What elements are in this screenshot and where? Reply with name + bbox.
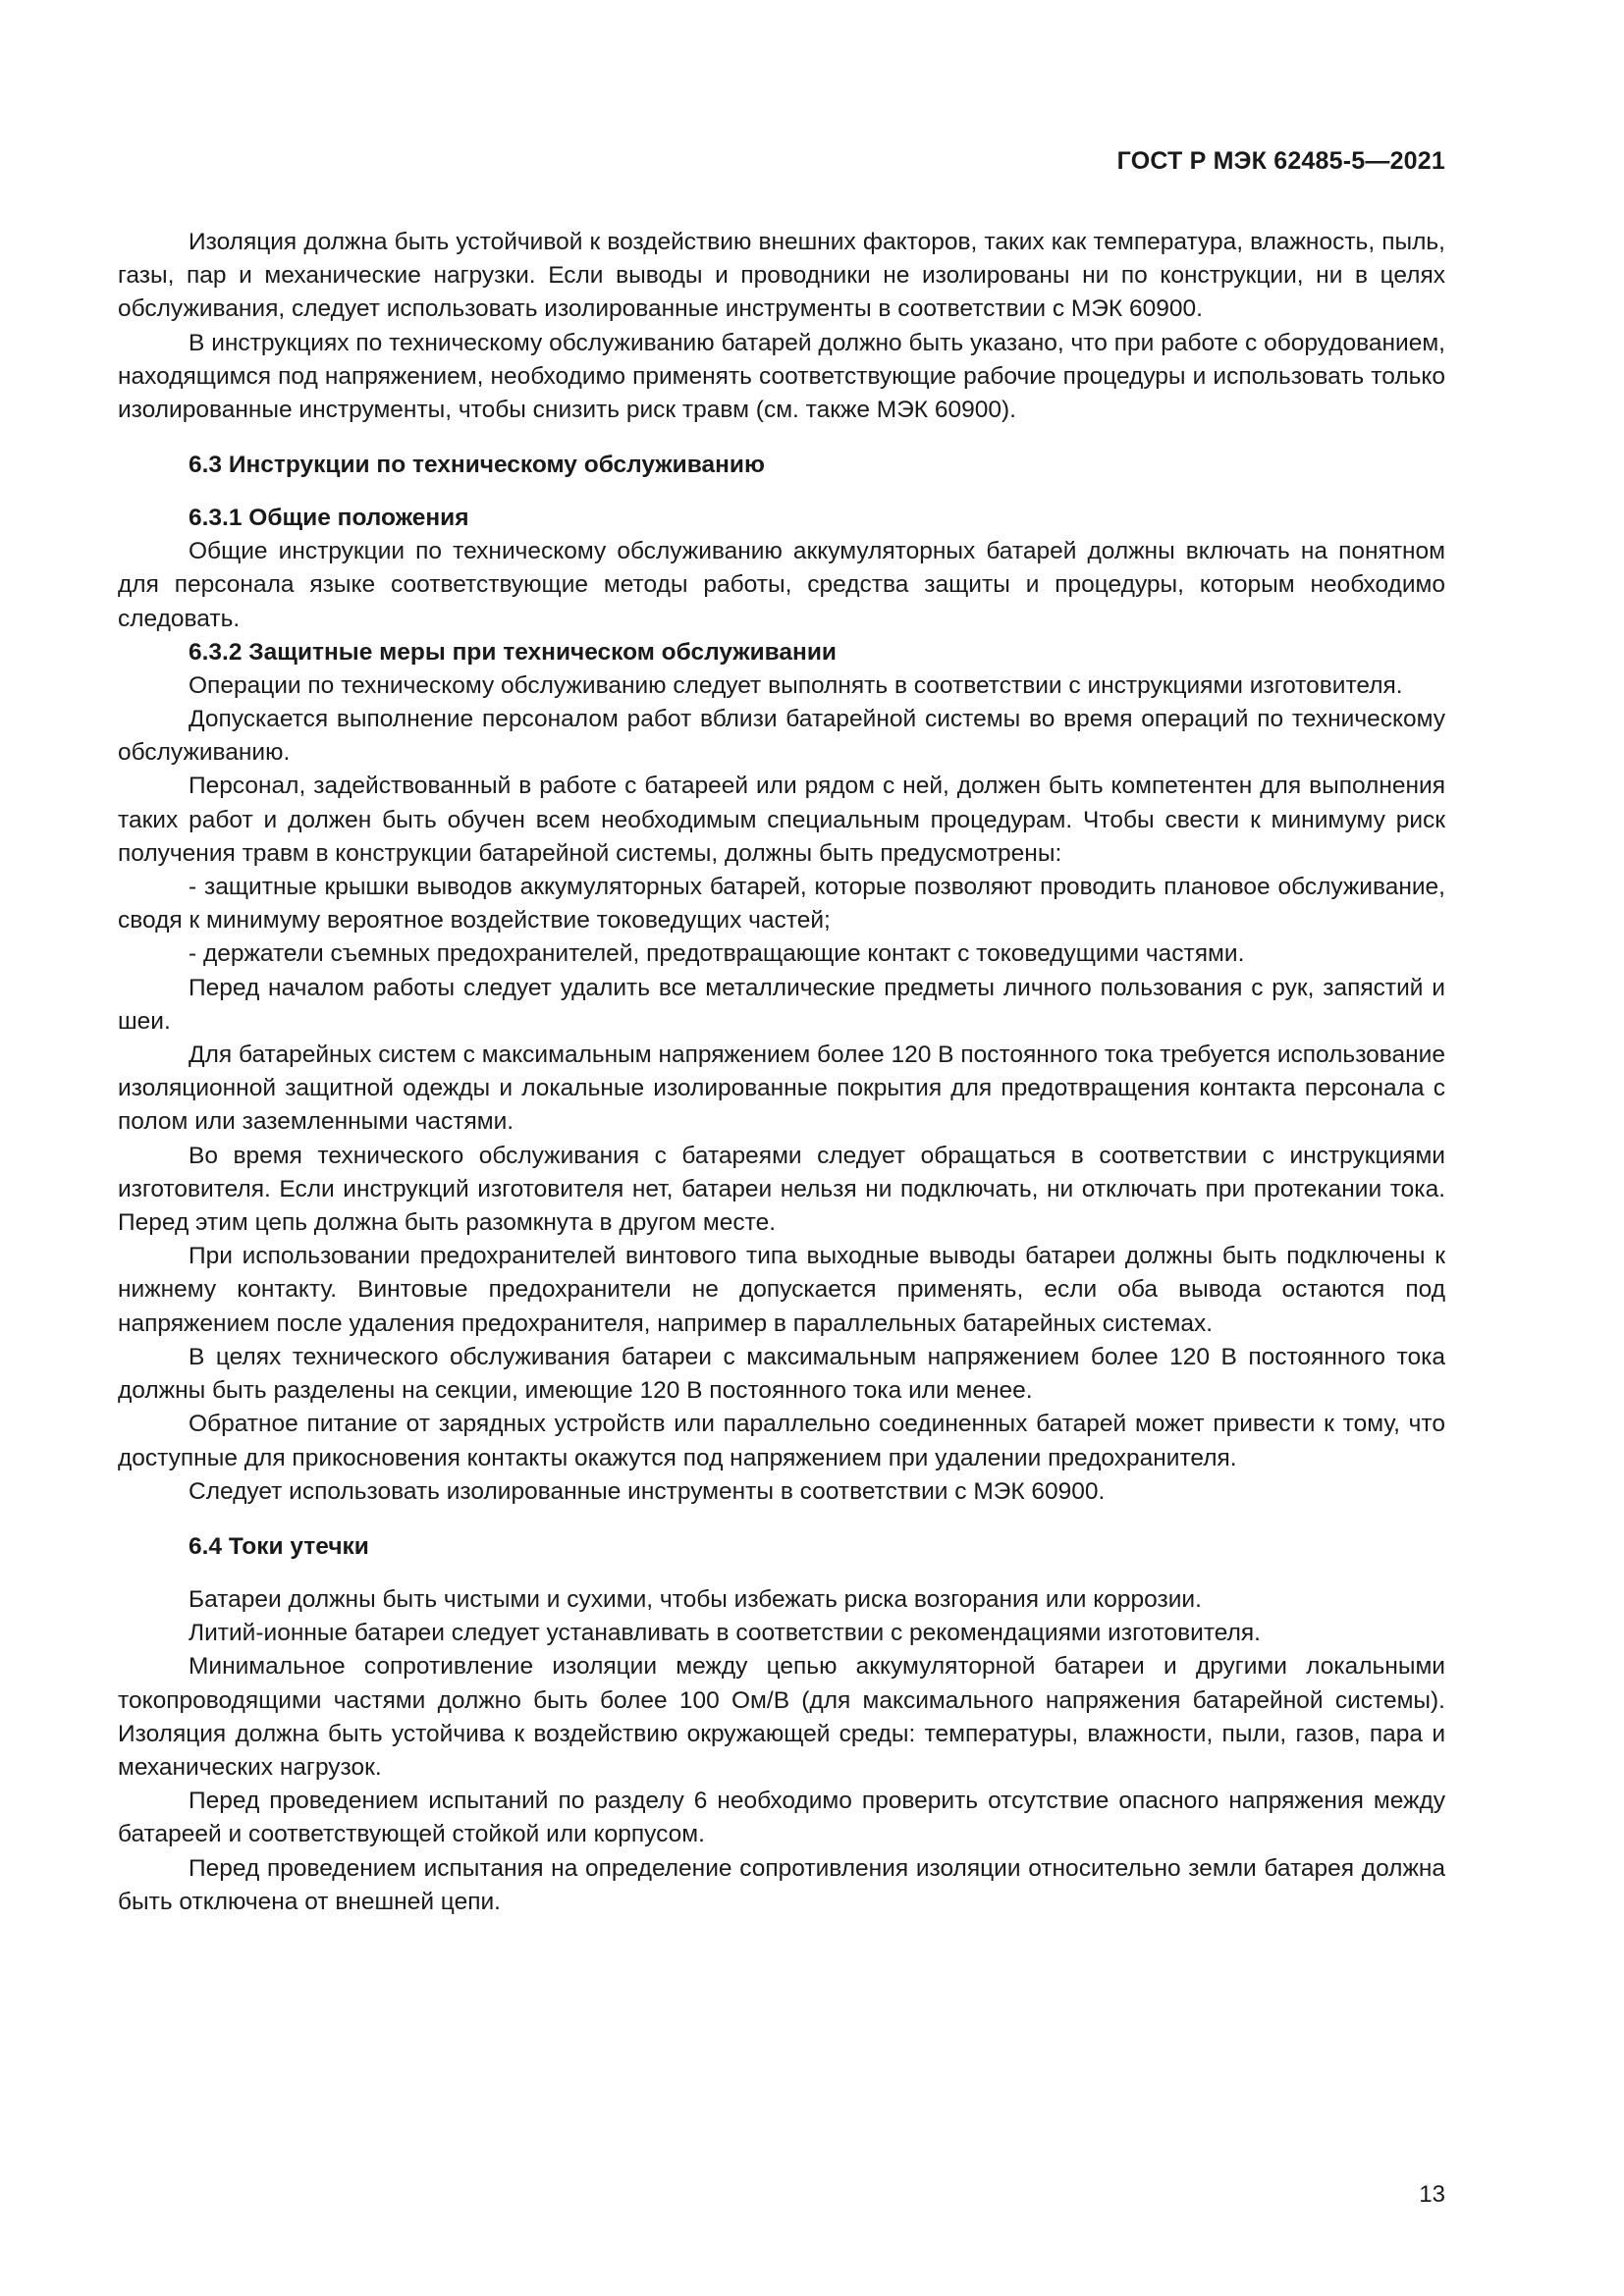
standard-code-header: ГОСТ Р МЭК 62485-5—2021 (1116, 147, 1445, 175)
section-heading-6-4: 6.4 Токи утечки (189, 1532, 369, 1560)
paragraph: Допускается выполнение персоналом работ вблизи батарейной системы во время операций по техническому обслуживанию. (118, 706, 1445, 767)
subsection-heading-6-3-1: 6.3.1 Общие положения (189, 505, 469, 532)
page-number: 13 (1419, 2181, 1445, 2208)
paragraph: Во время технического обслуживания с батареями следует обращаться в соответствии с инструкциями изготовителя. Если инструкций изготовителя нет, батареи нельзя ни подключать, ни отключать при протекании тока. Перед этим цепь должна быть разомкнута в другом месте. (118, 1142, 1445, 1237)
document-body (118, 226, 1445, 1919)
paragraph: Перед проведением испытания на определение сопротивления изоляции относительно земли батарея должна быть отключена от внешней цепи. (118, 1854, 1445, 1915)
section-heading-6-3: 6.3 Инструкции по техническому обслуживанию (189, 452, 765, 479)
paragraph: Изоляция должна быть устойчивой к воздействию внешних факторов, таких как температура, влажность, пыль, газы, пар и механические нагрузки. Если выводы и проводники не изолированы ни по конструкции, ни в целях обслуживания, следует использовать изолированные инструменты в соответствии с МЭК 60900. (118, 229, 1445, 323)
paragraph: Персонал, задействованный в работе с батареей или рядом с ней, должен быть компетентен для выполнения таких работ и должен быть обучен всем необходимым специальным процедурам. Чтобы свести к минимуму риск получения травм в конструкции батарейной системы, должны быть предусмотрены: (118, 773, 1445, 867)
paragraph: В инструкциях по техническому обслуживанию батарей должно быть указано, что при работе с оборудованием, находящимся под напряжением, необходимо применять соответствующие рабочие процедуры и использовать только изолированные инструменты, чтобы снизить риск травм (см. также МЭК 60900). (118, 329, 1445, 424)
document-page (118, 0, 1445, 2296)
paragraph: Следует использовать изолированные инструменты в соответствии с МЭК 60900. (189, 1477, 1106, 1505)
paragraph: Обратное питание от зарядных устройств или параллельно соединенных батарей может привести к тому, что доступные для прикосновения контакты окажутся под напряжением при удалении предохранителя. (118, 1411, 1445, 1471)
subsection-heading-6-3-2: 6.3.2 Защитные меры при техническом обслуживании (189, 638, 837, 666)
list-item: - защитные крышки выводов аккумуляторных батарей, которые позволяют проводить плановое обслуживание, сводя к минимуму вероятное воздействие токоведущих частей; (118, 874, 1445, 934)
paragraph: Перед началом работы следует удалить все металлические предметы личного пользования с рук, запястий и шеи. (118, 974, 1445, 1035)
paragraph: Литий-ионные батареи следует устанавливать в соответствии с рекомендациями изготовителя. (189, 1620, 1261, 1647)
paragraph: В целях технического обслуживания батареи с максимальным напряжением более 120 В постоянного тока должны быть разделены на секции, имеющие 120 В постоянного тока или менее. (118, 1343, 1445, 1405)
paragraph: При использовании предохранителей винтового типа выходные выводы батареи должны быть подключены к нижнему контакту. Винтовые предохранители не допускается применять, если оба вывода остаются под напряжением после удаления предохранителя, например в параллельных батарейных системах. (118, 1243, 1445, 1337)
paragraph: Для батарейных систем с максимальным напряжением более 120 В постоянного тока требуется использование изоляционной защитной одежды и локальные изолированные покрытия для предотвращения контакта персонала с полом или заземленными частями. (118, 1041, 1445, 1136)
list-item: - держатели съемных предохранителей, предотвращающие контакт с токоведущими частями. (189, 940, 1245, 968)
paragraph: Операции по техническому обслуживанию следует выполнять в соответствии с инструкциями изготовителя. (189, 671, 1403, 699)
paragraph: Общие инструкции по техническому обслуживанию аккумуляторных батарей должны включать на понятном для персонала языке соответствующие методы работы, средства защиты и процедуры, которым необходимо следовать. (118, 538, 1445, 632)
paragraph: Батареи должны быть чистыми и сухими, чтобы избежать риска возгорания или коррозии. (189, 1585, 1202, 1613)
paragraph: Минимальное сопротивление изоляции между цепью аккумуляторной батареи и другими локальными токопроводящими частями должно быть более 100 Ом/В (для максимального напряжения батарейной системы). Изоляция должна быть устойчива к воздействию окружающей среды: температуры, влажности, пыли, газов, пара и механических нагрузок. (118, 1653, 1445, 1781)
paragraph: Перед проведением испытаний по разделу 6 необходимо проверить отсутствие опасного напряжения между батареей и соответствующей стойкой или корпусом. (118, 1788, 1445, 1848)
